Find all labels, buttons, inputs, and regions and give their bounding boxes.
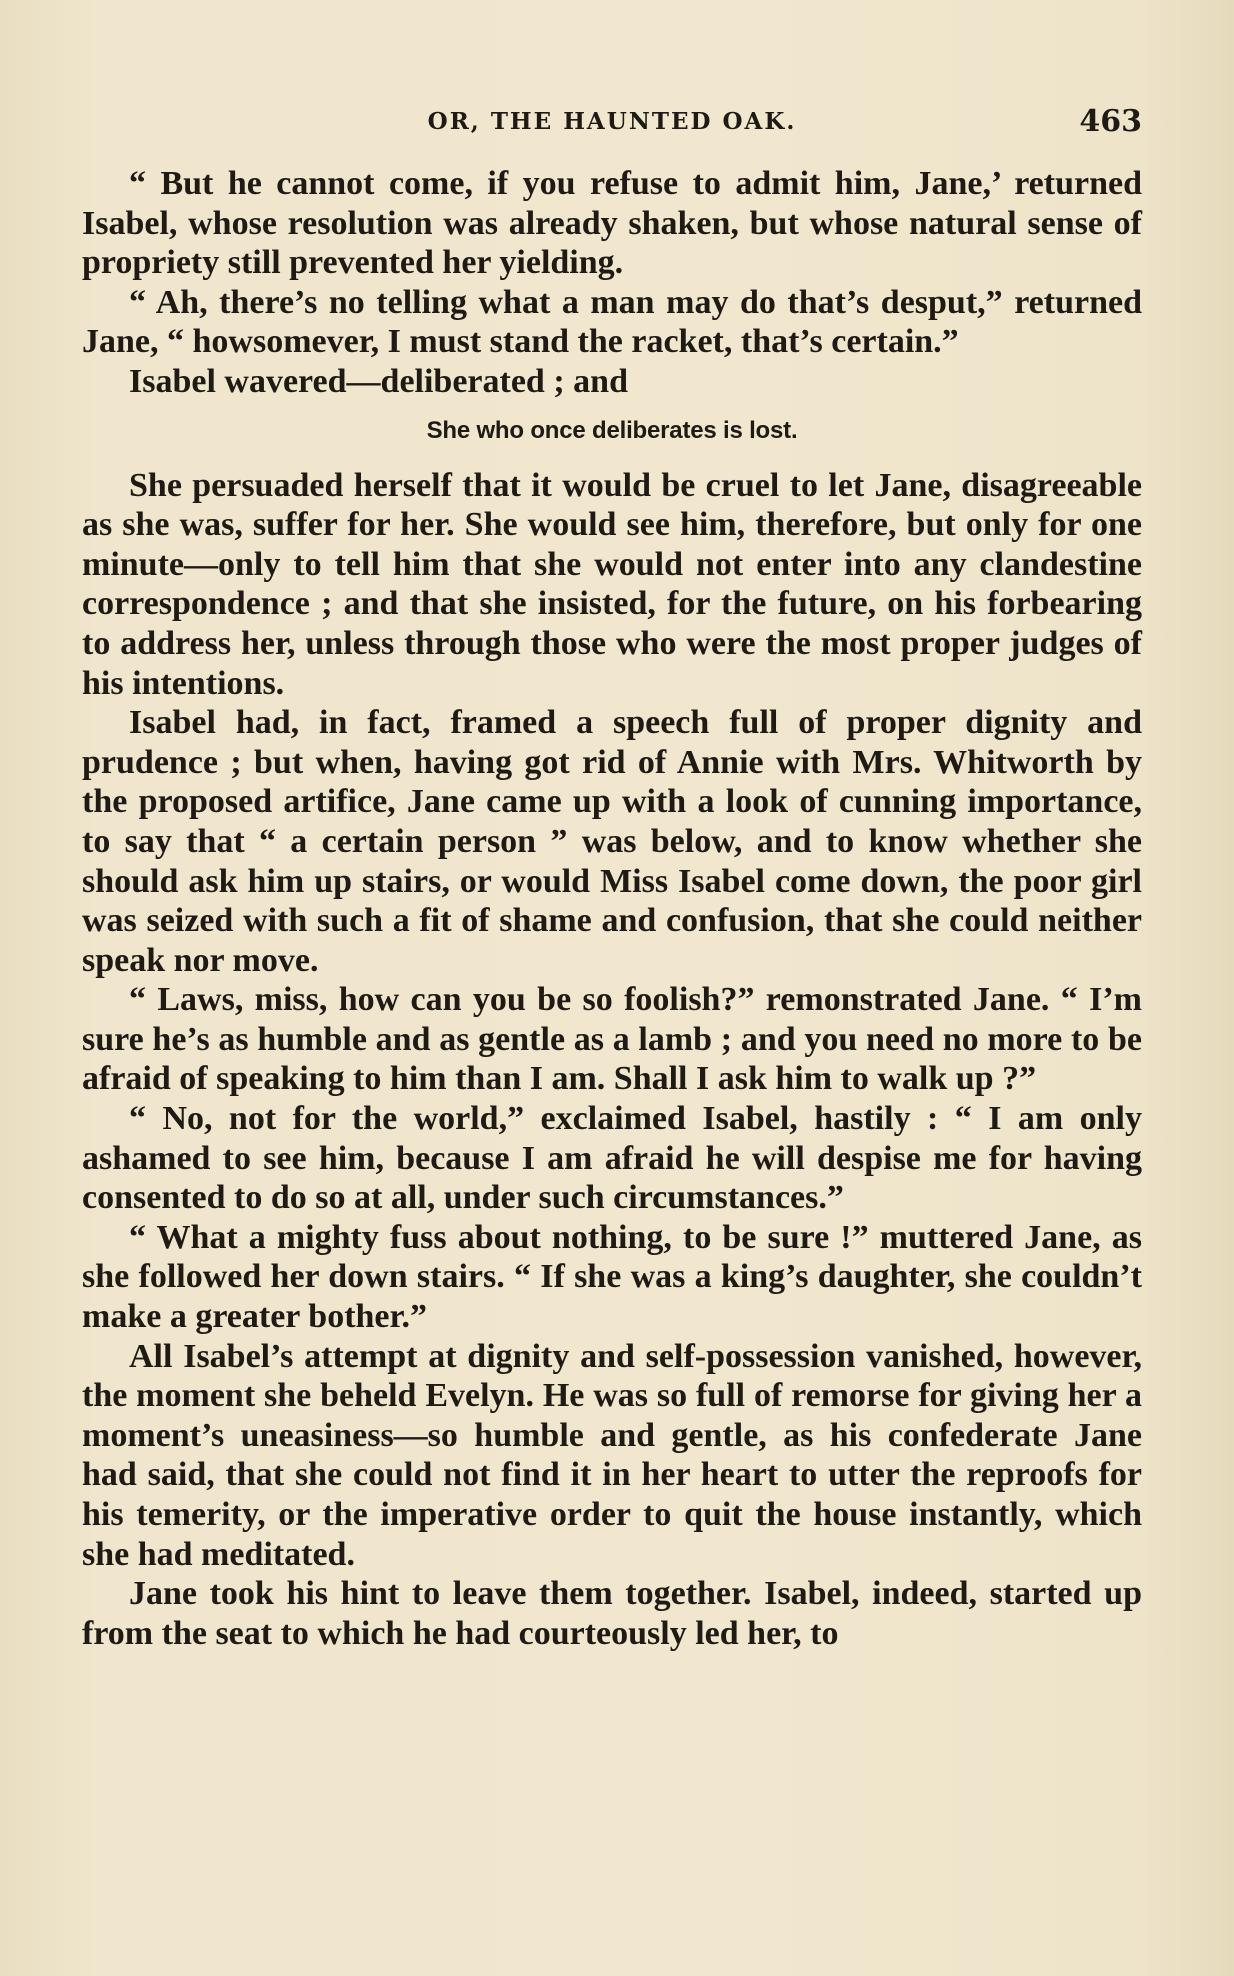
running-head: OR, THE HAUNTED OAK. bbox=[427, 108, 797, 135]
body-text bbox=[82, 164, 1142, 1653]
paragraph: “ Ah, there’s no telling what a man may do that’s desput,” returned Jane, “ howsomever, I must stand the racket, that’s certain.” bbox=[82, 283, 1142, 361]
paragraph: All Isabel’s attempt at dignity and self-possession vanished, however, the moment she beheld Evelyn. He was so full of remorse for giving her a moment’s uneasiness—so humble and gentle, as his confederate Jane had said, that she could not find it in her heart to utter the reproofs for his temerity, or the imperative order to quit the house instantly, which she had meditated. bbox=[82, 1337, 1142, 1573]
quotation-line: She who once deliberates is lost. bbox=[426, 416, 798, 444]
paragraph: “ Laws, miss, how can you be so foolish?” remonstrated Jane. “ I’m sure he’s as humble and as gentle as a lamb ; and you need no more to be afraid of speaking to him than I am. Shall I ask him to walk up ?” bbox=[82, 981, 1142, 1098]
page-header bbox=[82, 100, 1142, 144]
paragraph: “ What a mighty fuss about nothing, to be sure !” muttered Jane, as she followed her down stairs. “ If she was a king’s daughter, she couldn’t make a greater bother.” bbox=[82, 1218, 1142, 1336]
paragraph: Isabel had, in fact, framed a speech full of proper dignity and prudence ; but when, having got rid of Annie with Mrs. Whitworth by the proposed artifice, Jane came up with a look of cunning importance, to say that “ a certain person ” was below, and to know whether she should ask him up stairs, or would Miss Isabel come down, the poor girl was seized with such a fit of shame and confusion, that she could neither speak nor move. bbox=[82, 704, 1142, 979]
paragraph: Jane took his hint to leave them together. Isabel, indeed, started up from the seat to which he had courteously led her, to bbox=[82, 1575, 1142, 1652]
paragraph: Isabel wavered—deliberated ; and bbox=[129, 362, 628, 400]
paragraph: “ But he cannot come, if you refuse to admit him, Jane,’ returned Isabel, whose resolution was already shaken, but whose natural sense of propriety still prevented her yielding. bbox=[82, 165, 1142, 282]
page-number: 463 bbox=[1079, 104, 1142, 139]
paragraph: She persuaded herself that it would be cruel to let Jane, disagreeable as she was, suffer for her. She would see him, therefore, but only for one minute—only to tell him that she would not enter into any clandestine correspondence ; and that she insisted, for the future, on his forbearing to address her, unless through those who were the most proper judges of his intentions. bbox=[82, 466, 1142, 702]
paragraph: “ No, not for the world,” exclaimed Isabel, hastily : “ I am only ashamed to see him, because I am afraid he will despise me for having consented to do so at all, under such circumstances.” bbox=[82, 1100, 1142, 1217]
